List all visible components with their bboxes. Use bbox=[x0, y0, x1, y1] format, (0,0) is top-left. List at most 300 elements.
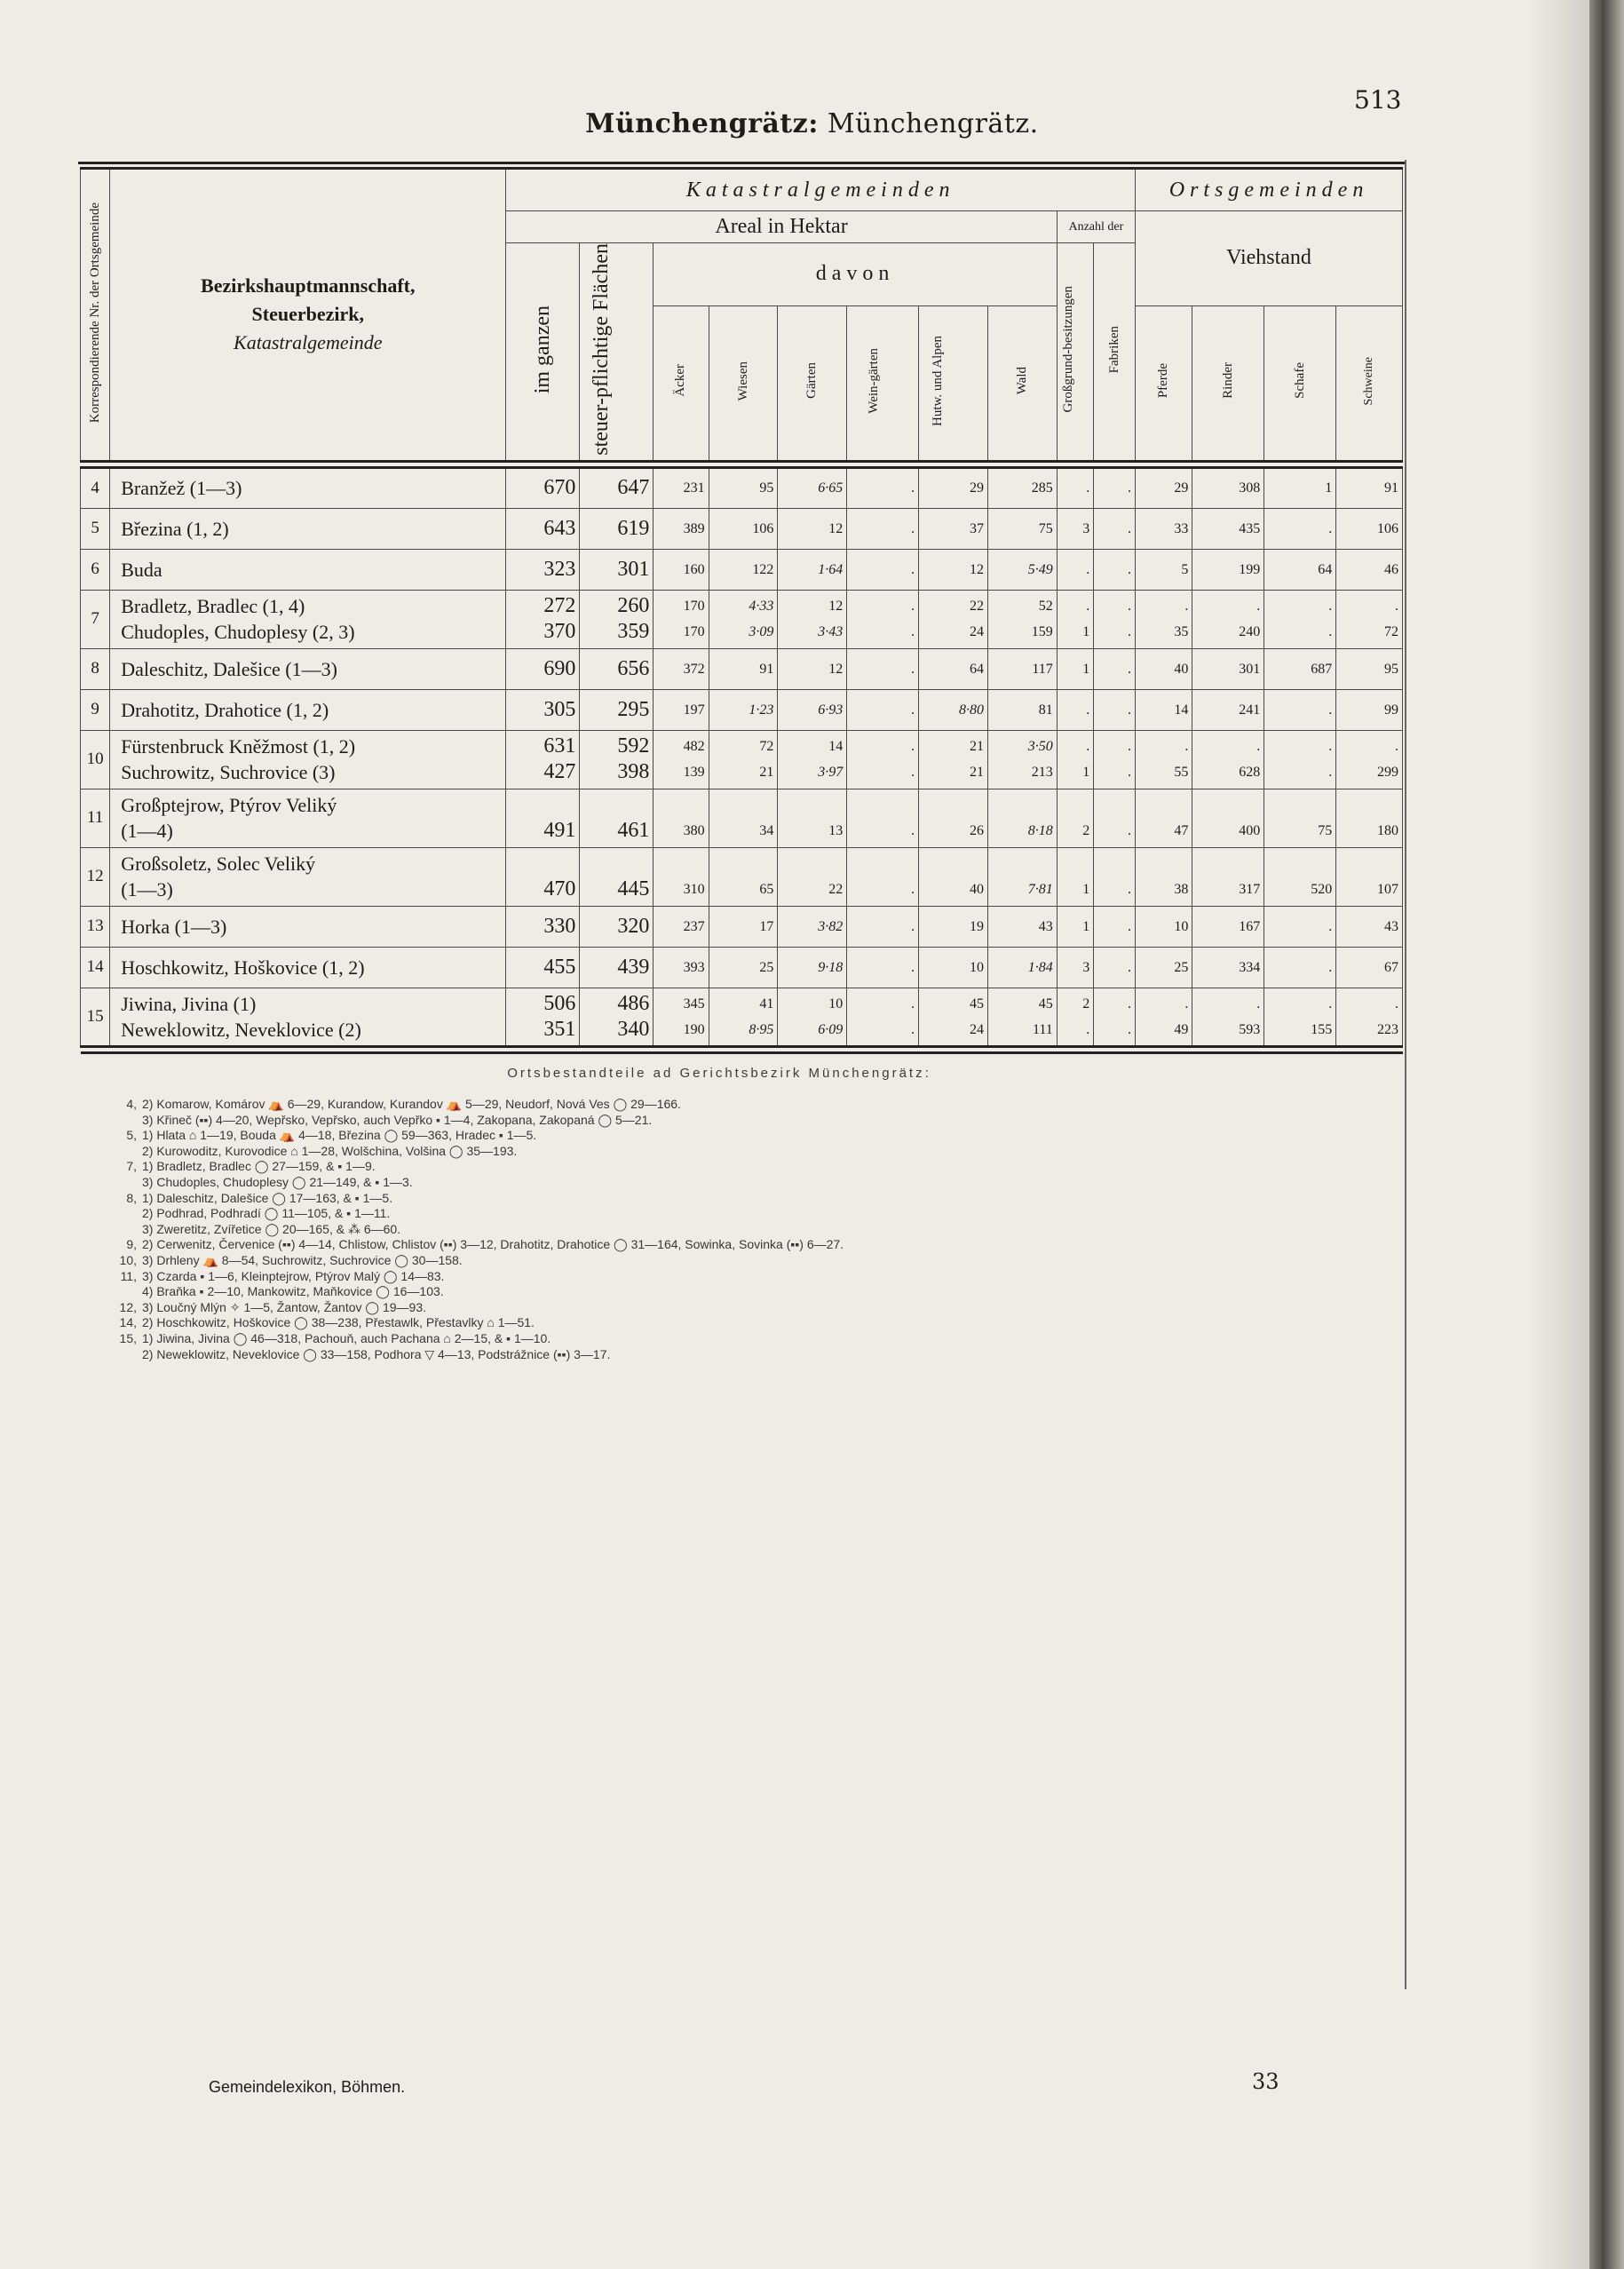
cell-hutw bbox=[919, 947, 988, 988]
row-number: 14 bbox=[81, 947, 110, 988]
note-line bbox=[98, 1191, 1341, 1207]
cell-rinder bbox=[1192, 906, 1264, 947]
cell-value: 43 bbox=[1038, 918, 1053, 934]
table-row bbox=[81, 467, 1403, 508]
cell-value: 29 bbox=[1174, 480, 1189, 496]
cell-value: 81 bbox=[1038, 702, 1053, 718]
cell-schweine bbox=[1336, 988, 1403, 1046]
note-text: 2) Komarow, Komárov ⛺ 6—29, Kurandow, Kurandov ⛺ 5—29, Neudorf, Nová Ves ◯ 29—166. bbox=[142, 1097, 681, 1111]
cell-value: . bbox=[911, 1021, 915, 1037]
cell-value: 305 bbox=[543, 697, 576, 721]
table-row bbox=[81, 988, 1403, 1046]
cell-steuer bbox=[580, 508, 654, 549]
cell-value: . bbox=[911, 959, 915, 975]
note-line bbox=[98, 1269, 1341, 1285]
cell-gross bbox=[1057, 689, 1094, 730]
cell-value: 285 bbox=[1031, 480, 1053, 496]
katastralgemeinde-name bbox=[110, 906, 506, 947]
cell-hutw bbox=[919, 988, 988, 1046]
cell-value: 5 bbox=[1181, 561, 1189, 577]
anzahl-header: Anzahl der bbox=[1057, 211, 1135, 243]
note-text: 1) Hlata ⌂ 1—19, Bouda ⛺ 4—18, Březina ◯ 59—363, Hradec ▪ 1—5. bbox=[142, 1128, 537, 1143]
cell-hutw bbox=[919, 549, 988, 590]
cell-value: 37 bbox=[969, 520, 984, 536]
row-number: 9 bbox=[81, 689, 110, 730]
note-number: 5, bbox=[126, 1128, 137, 1143]
note-number: 14, bbox=[119, 1315, 137, 1330]
cell-value: . bbox=[911, 561, 915, 577]
cell-value: . bbox=[911, 480, 915, 496]
cell-value: 445 bbox=[617, 877, 650, 900]
cell-wald bbox=[987, 549, 1057, 590]
cell-wein bbox=[847, 906, 919, 947]
katastralgemeinde-name bbox=[110, 847, 506, 906]
cell-value: 461 bbox=[617, 818, 650, 842]
cell-value: 6·65 bbox=[818, 480, 844, 496]
cell-value: 8·80 bbox=[958, 702, 984, 718]
cell-fabr bbox=[1094, 689, 1136, 730]
cell-value: 91 bbox=[759, 661, 774, 677]
table-row bbox=[81, 648, 1403, 689]
cell-value: 351 bbox=[543, 1017, 576, 1041]
cell-value: . bbox=[1328, 739, 1333, 755]
cell-wiesen bbox=[709, 789, 778, 847]
cell-value: 21 bbox=[969, 739, 984, 755]
cell-pferde bbox=[1136, 590, 1192, 648]
cell-value: . bbox=[1256, 739, 1261, 755]
note-line bbox=[98, 1237, 1341, 1253]
cell-value: 301 bbox=[1239, 661, 1261, 677]
name-line: Großsoletz, Solec Veliký bbox=[121, 853, 316, 876]
cell-value: 310 bbox=[683, 881, 705, 897]
cell-wein bbox=[847, 648, 919, 689]
note-text: 2) Hoschkowitz, Hoškovice ◯ 38—238, Přestawlk, Přestavlky ⌂ 1—51. bbox=[142, 1315, 535, 1330]
cell-value: 95 bbox=[1384, 661, 1398, 677]
cell-acker bbox=[654, 590, 709, 648]
cell-value: 72 bbox=[1384, 624, 1398, 640]
note-text: 4) Braňka ▪ 2—10, Mankowitz, Maňkovice ◯ 16—103. bbox=[142, 1284, 444, 1299]
cell-garten bbox=[778, 947, 847, 988]
cell-value: 35 bbox=[1174, 624, 1189, 640]
cell-value: . bbox=[1128, 881, 1132, 897]
note-text: 1) Daleschitz, Dalešice ◯ 17—163, & ▪ 1—5. bbox=[142, 1190, 393, 1205]
cell-value: 370 bbox=[543, 620, 576, 644]
cell-schweine bbox=[1336, 789, 1403, 847]
cell-fabr bbox=[1094, 847, 1136, 906]
cell-value: 170 bbox=[683, 599, 705, 615]
cell-gross bbox=[1057, 789, 1094, 847]
katastralgemeinde-name bbox=[110, 590, 506, 648]
row-number: 11 bbox=[81, 789, 110, 847]
note-text: 1) Bradletz, Bradlec ◯ 27—159, & ▪ 1—9. bbox=[142, 1159, 376, 1174]
note-line bbox=[98, 1347, 1341, 1363]
cell-gross bbox=[1057, 590, 1094, 648]
cell-value: 7·81 bbox=[1027, 881, 1053, 897]
cell-value: 372 bbox=[683, 661, 705, 677]
cell-acker bbox=[654, 549, 709, 590]
cell-wiesen bbox=[709, 847, 778, 906]
right-rule bbox=[1405, 160, 1406, 1989]
cell-value: 213 bbox=[1031, 765, 1053, 781]
cell-fabr bbox=[1094, 590, 1136, 648]
cell-schweine bbox=[1336, 467, 1403, 508]
cell-wiesen bbox=[709, 590, 778, 648]
cell-rinder bbox=[1192, 947, 1264, 988]
note-number: 12, bbox=[119, 1299, 137, 1314]
cell-value: . bbox=[1128, 739, 1132, 755]
note-line bbox=[98, 1315, 1341, 1331]
cell-value: 33 bbox=[1174, 520, 1189, 536]
cell-value: 12 bbox=[828, 520, 844, 536]
cell-value: 260 bbox=[617, 594, 650, 618]
cell-value: . bbox=[911, 624, 915, 640]
cell-value: 117 bbox=[1032, 661, 1053, 677]
cell-pferde bbox=[1136, 847, 1192, 906]
table-row bbox=[81, 689, 1403, 730]
cell-hutw bbox=[919, 508, 988, 549]
cell-value: 340 bbox=[617, 1017, 650, 1041]
cell-value: 45 bbox=[1038, 996, 1053, 1012]
row-number: 10 bbox=[81, 730, 110, 789]
cell-value: . bbox=[1086, 1021, 1090, 1037]
cell-hutw bbox=[919, 730, 988, 789]
col-schweine: Schweine bbox=[1336, 305, 1403, 461]
cell-value: . bbox=[1128, 661, 1132, 677]
cell-value: 380 bbox=[683, 822, 705, 838]
cell-value: 389 bbox=[683, 520, 705, 536]
cell-value: 320 bbox=[617, 914, 650, 938]
cell-schafe bbox=[1264, 789, 1336, 847]
cell-schafe bbox=[1264, 467, 1336, 508]
katastralgemeinde-name bbox=[110, 947, 506, 988]
row-number: 5 bbox=[81, 508, 110, 549]
cell-acker bbox=[654, 689, 709, 730]
cell-value: 231 bbox=[683, 480, 705, 496]
cell-schafe bbox=[1264, 590, 1336, 648]
cell-value: . bbox=[1256, 996, 1261, 1012]
cell-value: 592 bbox=[617, 734, 650, 758]
note-line bbox=[98, 1128, 1341, 1144]
cell-rinder bbox=[1192, 988, 1264, 1046]
cell-wiesen bbox=[709, 549, 778, 590]
cell-value: 122 bbox=[752, 561, 774, 577]
cell-value: 628 bbox=[1239, 765, 1261, 781]
cell-value: . bbox=[1328, 959, 1333, 975]
cell-wald bbox=[987, 906, 1057, 947]
cell-value: 91 bbox=[1384, 480, 1398, 496]
cell-value: 99 bbox=[1384, 702, 1398, 718]
cell-gross bbox=[1057, 730, 1094, 789]
cell-wein bbox=[847, 508, 919, 549]
cell-wiesen bbox=[709, 730, 778, 789]
cell-value: . bbox=[1328, 520, 1333, 536]
col-weingarten: Wein-gärten bbox=[847, 305, 919, 461]
note-text: 3) Czarda ▪ 1—6, Kleinptejrow, Ptýrov Malý ◯ 14—83. bbox=[142, 1268, 445, 1283]
cell-value: 29 bbox=[969, 480, 984, 496]
cell-value: 3·09 bbox=[749, 624, 774, 640]
cell-acker bbox=[654, 648, 709, 689]
cell-value: 64 bbox=[969, 661, 984, 677]
cell-value: 12 bbox=[828, 661, 844, 677]
cell-schweine bbox=[1336, 906, 1403, 947]
cell-acker bbox=[654, 906, 709, 947]
page-number: 513 bbox=[1354, 85, 1402, 115]
cell-hutw bbox=[919, 847, 988, 906]
cell-wald bbox=[987, 988, 1057, 1046]
row-number: 15 bbox=[81, 988, 110, 1046]
cell-gross bbox=[1057, 549, 1094, 590]
cell-fabr bbox=[1094, 648, 1136, 689]
cell-value: 1·23 bbox=[749, 702, 774, 718]
cell-schweine bbox=[1336, 689, 1403, 730]
cell-rinder bbox=[1192, 508, 1264, 549]
name-line: Hoschkowitz, Hoškovice (1, 2) bbox=[121, 956, 365, 979]
note-number: 10, bbox=[119, 1252, 137, 1267]
cell-value: 223 bbox=[1377, 1021, 1398, 1037]
name-line: Suchrowitz, Suchrovice (3) bbox=[121, 761, 336, 784]
cell-garten bbox=[778, 730, 847, 789]
cell-value: 160 bbox=[683, 561, 705, 577]
cell-wiesen bbox=[709, 689, 778, 730]
row-number: 6 bbox=[81, 549, 110, 590]
cell-value: 301 bbox=[617, 557, 650, 581]
note-number: 4, bbox=[126, 1097, 137, 1111]
table-body bbox=[81, 467, 1403, 1052]
cell-value: . bbox=[1086, 561, 1090, 577]
cell-value: 670 bbox=[543, 476, 576, 500]
cell-value: 393 bbox=[683, 959, 705, 975]
page-shadow bbox=[1527, 0, 1589, 2269]
cell-value: 10 bbox=[1174, 918, 1189, 934]
cell-value: . bbox=[1128, 822, 1132, 838]
cell-fabr bbox=[1094, 508, 1136, 549]
cell-im_ganzen bbox=[506, 508, 580, 549]
cell-wald bbox=[987, 508, 1057, 549]
cell-gross bbox=[1057, 847, 1094, 906]
cell-steuer bbox=[580, 988, 654, 1046]
katastralgemeinde-name bbox=[110, 549, 506, 590]
viehstand-header: Viehstand bbox=[1136, 211, 1403, 306]
cell-im_ganzen bbox=[506, 648, 580, 689]
cell-value: . bbox=[1128, 480, 1132, 496]
cell-garten bbox=[778, 467, 847, 508]
cell-fabr bbox=[1094, 988, 1136, 1046]
cell-value: 14 bbox=[1174, 702, 1189, 718]
cell-fabr bbox=[1094, 730, 1136, 789]
cell-value: 106 bbox=[1377, 520, 1398, 536]
cell-steuer bbox=[580, 590, 654, 648]
ortsgemeinden-header: Ortsgemeinden bbox=[1136, 169, 1403, 211]
cell-value: 1·64 bbox=[818, 561, 844, 577]
cell-acker bbox=[654, 467, 709, 508]
cell-pferde bbox=[1136, 467, 1192, 508]
note-line bbox=[98, 1253, 1341, 1269]
notes-title: Ortsbestandteile ad Gerichtsbezirk Münchengrätz: bbox=[507, 1066, 931, 1081]
cell-value: 14 bbox=[828, 739, 844, 755]
title-rest: Münchengrätz. bbox=[827, 108, 1039, 139]
cell-value: 21 bbox=[759, 765, 774, 781]
cell-value: 308 bbox=[1239, 480, 1261, 496]
note-text: 2) Neweklowitz, Neveklovice ◯ 33—158, Podhora ▽ 4—13, Podstrážnice (▪▪) 3—17. bbox=[142, 1346, 611, 1361]
name-line: Branžež (1—3) bbox=[121, 477, 242, 500]
cell-value: 3·97 bbox=[818, 765, 844, 781]
cell-value: 34 bbox=[759, 822, 774, 838]
col-im-ganzen: im ganzen bbox=[506, 243, 580, 462]
cell-value: 398 bbox=[617, 760, 650, 784]
cell-value: 17 bbox=[759, 918, 774, 934]
cell-value: 38 bbox=[1174, 881, 1189, 897]
cell-value: 5·49 bbox=[1027, 561, 1053, 577]
cell-schafe bbox=[1264, 508, 1336, 549]
cell-rinder bbox=[1192, 730, 1264, 789]
cell-value: 139 bbox=[683, 765, 705, 781]
note-line bbox=[98, 1300, 1341, 1316]
cell-pferde bbox=[1136, 689, 1192, 730]
cell-gross bbox=[1057, 467, 1094, 508]
name-line: Horka (1—3) bbox=[121, 915, 227, 938]
cell-value: 690 bbox=[543, 656, 576, 680]
cell-value: 72 bbox=[759, 739, 774, 755]
cell-value: 334 bbox=[1239, 959, 1261, 975]
cell-garten bbox=[778, 648, 847, 689]
note-number: 7, bbox=[126, 1159, 137, 1174]
cell-value: 25 bbox=[1174, 959, 1189, 975]
note-text: 1) Jiwina, Jivina ◯ 46—318, Pachouň, auch Pachana ⌂ 2—15, & ▪ 1—10. bbox=[142, 1330, 551, 1345]
cell-value: 345 bbox=[683, 996, 705, 1012]
cell-wiesen bbox=[709, 988, 778, 1046]
cell-value: . bbox=[911, 739, 915, 755]
cell-schweine bbox=[1336, 590, 1403, 648]
cell-value: 486 bbox=[617, 991, 650, 1015]
note-number: 15, bbox=[119, 1330, 137, 1345]
title-bold: Münchengrätz: bbox=[585, 108, 819, 139]
cell-value: 49 bbox=[1174, 1021, 1189, 1037]
cell-value: 272 bbox=[543, 594, 576, 618]
statistics-table bbox=[80, 167, 1403, 1054]
table-row bbox=[81, 730, 1403, 789]
cell-value: 170 bbox=[683, 624, 705, 640]
row-number: 7 bbox=[81, 590, 110, 648]
cell-value: 631 bbox=[543, 734, 576, 758]
name-line: (1—4) bbox=[121, 820, 173, 843]
cell-acker bbox=[654, 789, 709, 847]
cell-wiesen bbox=[709, 648, 778, 689]
cell-value: 400 bbox=[1239, 822, 1261, 838]
footer-source: Gemeindelexikon, Böhmen. bbox=[209, 2078, 406, 2096]
cell-wald bbox=[987, 467, 1057, 508]
cell-value: 427 bbox=[543, 760, 576, 784]
col-bezirk-header: Bezirkshauptmannschaft, Steuerbezirk, Katastralgemeinde bbox=[110, 169, 506, 462]
row-number: 13 bbox=[81, 906, 110, 947]
name-line: Chudoples, Chudoplesy (2, 3) bbox=[121, 621, 355, 644]
cell-value: 3·43 bbox=[818, 624, 844, 640]
cell-value: 9·18 bbox=[818, 959, 844, 975]
katastralgemeinde-name bbox=[110, 648, 506, 689]
cell-value: 2 bbox=[1082, 996, 1090, 1012]
cell-wald bbox=[987, 648, 1057, 689]
col-grossgrund: Großgrund-besitzungen bbox=[1057, 243, 1094, 462]
name-line: Fürstenbruck Kněžmost (1, 2) bbox=[121, 735, 356, 758]
cell-garten bbox=[778, 789, 847, 847]
cell-rinder bbox=[1192, 648, 1264, 689]
cell-value: 491 bbox=[543, 818, 576, 842]
cell-gross bbox=[1057, 906, 1094, 947]
cell-value: . bbox=[1128, 996, 1132, 1012]
cell-steuer bbox=[580, 789, 654, 847]
col-wiesen: Wiesen bbox=[709, 305, 778, 461]
note-line bbox=[98, 1113, 1341, 1129]
cell-value: 107 bbox=[1377, 881, 1398, 897]
cell-steuer bbox=[580, 847, 654, 906]
cell-pferde bbox=[1136, 648, 1192, 689]
cell-value: 75 bbox=[1318, 822, 1333, 838]
cell-value: . bbox=[911, 661, 915, 677]
cell-value: 687 bbox=[1311, 661, 1333, 677]
note-text: 2) Podhrad, Podhradí ◯ 11—105, & ▪ 1—11. bbox=[142, 1206, 391, 1221]
cell-value: 12 bbox=[969, 561, 984, 577]
cell-pferde bbox=[1136, 947, 1192, 988]
name-line: Drahotitz, Drahotice (1, 2) bbox=[121, 698, 329, 721]
note-line bbox=[98, 1206, 1341, 1222]
cell-im_ganzen bbox=[506, 789, 580, 847]
cell-wald bbox=[987, 947, 1057, 988]
cell-schweine bbox=[1336, 847, 1403, 906]
footer-signature: 33 bbox=[1252, 2069, 1279, 2094]
cell-im_ganzen bbox=[506, 847, 580, 906]
cell-value: 24 bbox=[969, 1021, 984, 1037]
cell-value: 1 bbox=[1082, 765, 1090, 781]
katastralgemeinde-name bbox=[110, 789, 506, 847]
cell-value: 13 bbox=[828, 822, 844, 838]
cell-steuer bbox=[580, 467, 654, 508]
cell-value: 199 bbox=[1239, 561, 1261, 577]
cell-garten bbox=[778, 906, 847, 947]
cell-value: 25 bbox=[759, 959, 774, 975]
cell-value: . bbox=[1328, 996, 1333, 1012]
cell-value: 2 bbox=[1082, 822, 1090, 838]
col-steuerpflichtig: steuer-pflichtige Flächen bbox=[580, 243, 654, 462]
cell-value: . bbox=[1086, 599, 1090, 615]
cell-acker bbox=[654, 847, 709, 906]
cell-acker bbox=[654, 988, 709, 1046]
cell-im_ganzen bbox=[506, 730, 580, 789]
cell-wiesen bbox=[709, 508, 778, 549]
name-line: Buda bbox=[121, 558, 162, 581]
cell-value: 593 bbox=[1239, 1021, 1261, 1037]
cell-rinder bbox=[1192, 467, 1264, 508]
cell-steuer bbox=[580, 906, 654, 947]
cell-schafe bbox=[1264, 947, 1336, 988]
note-line bbox=[98, 1284, 1341, 1300]
cell-value: 1·84 bbox=[1027, 959, 1053, 975]
katastralgemeinden-header: Katastralgemeinden bbox=[506, 169, 1136, 211]
cell-value: 43 bbox=[1384, 918, 1398, 934]
davon-header: davon bbox=[654, 243, 1057, 306]
cell-im_ganzen bbox=[506, 988, 580, 1046]
cell-value: 619 bbox=[617, 516, 650, 540]
cell-value: . bbox=[1086, 480, 1090, 496]
cell-im_ganzen bbox=[506, 689, 580, 730]
cell-value: 47 bbox=[1174, 822, 1189, 838]
cell-acker bbox=[654, 730, 709, 789]
cell-wein bbox=[847, 730, 919, 789]
cell-value: 67 bbox=[1384, 959, 1398, 975]
cell-value: 241 bbox=[1239, 702, 1261, 718]
katastralgemeinde-name bbox=[110, 730, 506, 789]
row-number: 12 bbox=[81, 847, 110, 906]
cell-value: 482 bbox=[683, 739, 705, 755]
table-row bbox=[81, 789, 1403, 847]
